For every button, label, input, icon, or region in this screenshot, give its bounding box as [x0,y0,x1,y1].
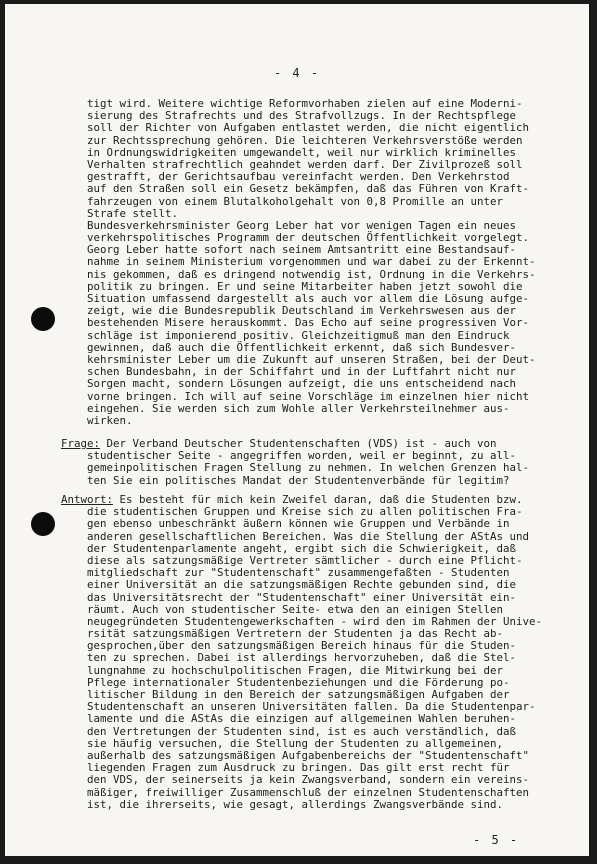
text-line: gewinnen, daß auch die Öffentlichkeit erkennt, daß sich Bundesver- [87,340,517,354]
text-line: ist, die ihrerseits, wie gesagt, allerdings Zwangsverbände sind. [87,797,504,811]
text-line: mäßiger, freiwilliger Zusammenschluß der einzelnen Studentenschaften [87,785,530,799]
text-line: neugegründeten Studentengewerkschaften - wird den im Rahmen der Unive- [87,614,543,628]
text-line: nis gekommen, daß es dringend notwendig ist, Ordnung in die Verkehrs- [87,267,536,281]
text-line: verkehrspolitisches Programm der deutschen Öffentlichkeit vorgelegt. [87,231,530,245]
text-line: wirken. [87,413,133,427]
text-line-content: Es besteht für mich kein Zweifel daran, daß die Studenten bzw. [113,493,523,506]
answer-paragraph [61,494,541,811]
text-line: Georg Leber hatte sofort nach seinem Amtsantritt eine Bestandsauf- [87,243,517,257]
text-line: die studentischen Gruppen und Kreise sich zu allen politischen Fra- [87,505,523,519]
text-line: vorne bringen. Ich will auf seine Vorschläge im einzelnen hier nicht [87,389,530,403]
text-line-content: Der Verband Deutscher Studentenschaften (VDS) ist - auch von [100,437,497,450]
text-line: außerhalb des satzungsmäßigen Aufgabenbereichs der "Studentenschaft" [87,748,530,762]
text-line: der Studentenparlamente angeht, ergibt sich die Schwierigkeit, daß [87,541,517,555]
text-line: fahrzeugen von einem Blutalkoholgehalt von 0,8 Promille an unter [87,194,504,208]
question-paragraph [61,438,541,487]
text-line: gemeinpolitischen Fragen Stellung zu nehmen. In welchen Grenzen hal- [87,461,530,475]
text-line: Pflege internationaler Studentenbeziehungen und die Förderung po- [87,675,510,689]
text-line: ten zu sprechen. Dabei ist allerdings hervorzuheben, daß die Stel- [87,651,517,665]
text-line: anderen gesellschaftlichen Bereichen. Was die Stellung der AStAs und [87,529,530,543]
punch-hole [31,512,55,536]
text-line: soll der Richter von Aufgaben entlastet werden, die nicht eigentlich [87,121,530,135]
text-line: Situation umfassend dargestellt als auch vor allem die Lösung aufge- [87,292,530,305]
text-line: in Ordnungswidrigkeiten umgewandelt, weil nur wirklich kriminelles [87,145,517,159]
answer-label: Antwort: [61,493,114,506]
document-page [5,4,589,856]
text-line: lungnahme zu hochschulpolitischen Fragen, die Mitwirkung bei der [87,663,504,677]
text-line: einer Universität an die satzungsmäßigen Rechte gebunden sind, die [87,578,517,592]
text-line: liegenden Fragen zum Ausdruck zu bringen. Das gilt erst recht für [87,761,510,775]
text-line: kehrsminister Leber um die Zukunft auf unseren Straßen, bei der Deut- [87,352,536,366]
text-line: gesprochen,über den satzungsmäßigen Bereich hinaus für die Studen- [87,639,517,653]
text-line: Sorgen macht, sondern Lösungen aufzeigt, die uns entscheidend nach [87,377,517,391]
text-line: räumt. Auch von studentischer Seite- etwa den an einigen Stellen [87,602,504,616]
text-line: Bundesverkehrsminister Georg Leber hat vor wenigen Tagen ein neues [87,218,517,232]
text-line: gestrafft, der Gerichtsaufbau vereinfacht werden. Den Verkehrstod [87,170,510,184]
text-line: lamente und die AStAs die einzigen auf allgemeinen Wahlen beruhen- [87,712,517,726]
text-line: schläge ist imponierend positiv. Gleichzeitigmuß man den Eindruck [87,328,510,342]
text-line: den Vertretungen der Studenten sind, ist es auch verständlich, daß [87,724,517,738]
text-line: Studentenschaft an unseren Universitäten fallen. Da die Studentenpar- [87,700,536,714]
text-line: schen Bundesbahn, in der Schiffahrt und in der Luftfahrt nicht nur [87,365,517,379]
text-line: rsität satzungsmäßigen Vertretern der Studenten ja das Recht ab- [87,627,504,641]
punch-hole [31,307,55,331]
text-line: litischer Bildung in den Bereich der satzungsmäßigen Aufgaben der [87,688,510,701]
text-line: nahme in seinem Ministerium vorgenommen und war dabei zu der Erkennt- [87,255,536,269]
text-line: politik zu bringen. Er und seine Mitarbeiter haben jetzt sowohl die [87,279,523,293]
page-number: - 4 - [273,66,321,80]
text-line: sie häufig versuchen, die Stellung der Studenten zu allgemeinen, [87,736,504,750]
text-line: auf den Straßen soll ein Gesetz bekämpfen, daß das Führen von Kraft- [87,182,530,196]
text-line: studentischer Seite - angegriffen worden, weil er beginnt, zu all- [87,449,517,463]
text-line: eingehen. Sie werden sich zum Wohle aller Verkehrsteilnehmer aus- [87,401,510,415]
intro-paragraph [87,98,567,427]
text-line: tigt wird. Weitere wichtige Reformvorhaben zielen auf eine Moderni- [87,97,523,110]
next-page-marker: - 5 - [473,833,520,847]
text-line: bestehenden Misere herauskommt. Das Echo auf seine progressiven Vor- [87,316,530,330]
question-label: Frage: [61,437,101,450]
text-line: zur Rechtssprechung gehören. Die leichteren Verkehrsverstöße werden [87,133,523,147]
text-line: Verhalten strafrechtlich geahndet werden darf. Der Zivilprozeß soll [87,157,523,171]
text-line: diese als satzungsmäßige Vertreter sämtlicher - durch eine Pflicht- [87,553,523,567]
text-line: den VDS, der seinerseits ja kein Zwangsverband, sondern ein vereins- [87,773,530,787]
text-line: sierung des Strafrechts und des Strafvollzugs. In der Rechtspflege [87,109,517,123]
text-line: mitgliedschaft zur "Studentenschaft" zusammengefaßten - Studenten [87,566,510,580]
text-line: Strafe stellt. [87,206,179,220]
text-line: ten Sie ein politisches Mandat der Studentenverbände für legitim? [87,473,510,487]
text-line: zeigt, wie die Bundesrepublik Deutschland im Verkehrswesen aus der [87,304,517,318]
text-line: das Universitätsrecht der "Studentenschaft" einer Universität ein- [87,590,517,604]
text-line: gen ebenso unbeschränkt äußern können wie Gruppen und Verbände in [87,517,510,531]
